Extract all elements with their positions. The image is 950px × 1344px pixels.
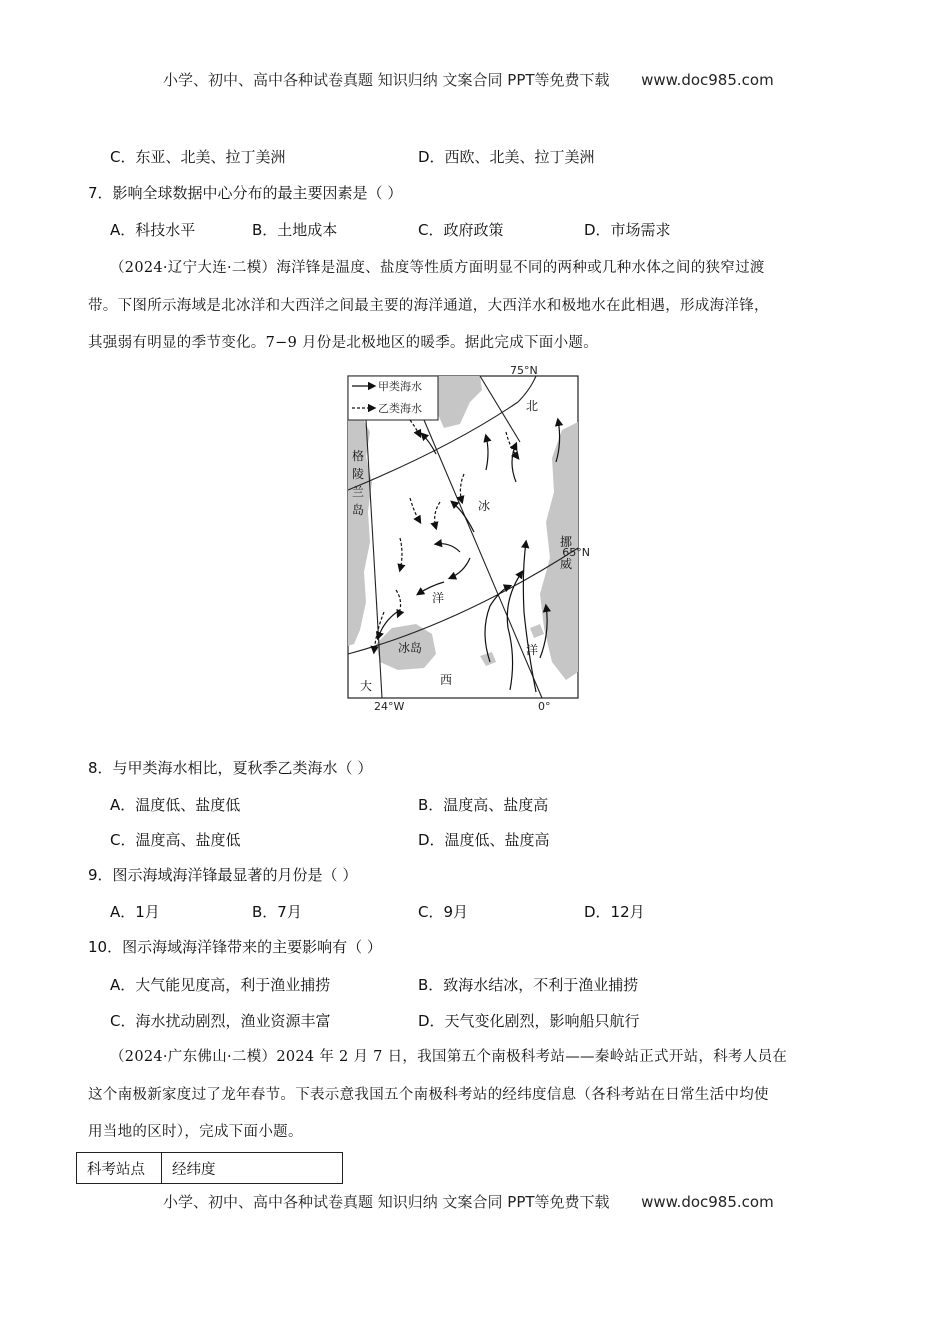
- legend-label-b: 乙类海水: [378, 402, 422, 415]
- ocean-char-yang: 洋: [432, 591, 445, 605]
- ocean-char-bei: 北: [526, 399, 539, 413]
- q9-option-b: B．7月: [252, 903, 302, 921]
- q9-stem: 9．图示海域海洋锋最显著的月份是（ ）: [88, 866, 358, 884]
- q9-option-c: C．9月: [418, 903, 469, 921]
- iceland-label: 冰岛: [398, 641, 423, 655]
- station-table: [76, 1152, 343, 1184]
- q6-option-d: D．西欧、北美、拉丁美洲: [418, 148, 595, 166]
- passage2-line1: （2024·广东佛山·二模）2024 年 2 月 7 日，我国第五个南极科考站——秦岭站正式开站，科考人员在: [110, 1049, 788, 1065]
- q7-stem: 7．影响全球数据中心分布的最主要因素是（ ）: [88, 184, 403, 202]
- page-header: [163, 69, 774, 90]
- ocean-front-map: [340, 362, 590, 712]
- greenland-char-3: 兰: [352, 485, 365, 499]
- ocean-char-bing: 冰: [478, 499, 491, 513]
- passage1-line3: 其强弱有明显的季节变化。7−9 月份是北极地区的暖季。据此完成下面小题。: [88, 335, 599, 351]
- passage1-line1: （2024·辽宁大连·二模）海洋锋是温度、盐度等性质方面明显不同的两种或几种水体之间的狭窄过渡: [110, 260, 765, 276]
- passage1-line2: 带。下图所示海域是北冰洋和大西洋之间最主要的海洋通道，大西洋水和极地水在此相遇，形成海洋锋，: [88, 298, 769, 314]
- q8-stem: 8．与甲类海水相比，夏秋季乙类海水（ ）: [88, 759, 373, 777]
- q10-option-b: B．致海水结冰，不利于渔业捕捞: [418, 976, 639, 994]
- ocean-char-da: 大: [360, 679, 373, 693]
- ocean-char-xi: 西: [440, 673, 453, 687]
- q8-option-c: C．温度高、盐度低: [110, 831, 241, 849]
- lon-0-label: 0°: [538, 700, 551, 712]
- q10-option-c: C．海水扰动剧烈，渔业资源丰富: [110, 1012, 331, 1030]
- greenland-char-2: 陵: [352, 467, 365, 481]
- greenland-char-4: 岛: [352, 503, 365, 517]
- header-url[interactable]: www.doc985.com: [641, 71, 774, 89]
- q9-option-a: A．1月: [110, 903, 160, 921]
- q6-option-c: C．东亚、北美、拉丁美洲: [110, 148, 286, 166]
- q10-option-a: A．大气能见度高，利于渔业捕捞: [110, 976, 331, 994]
- q8-option-d: D．温度低、盐度高: [418, 831, 550, 849]
- q8-option-b: B．温度高、盐度高: [418, 796, 549, 814]
- norway-char-2: 威: [560, 557, 573, 571]
- greenland-char-1: 格: [352, 449, 365, 463]
- passage2-line2: 这个南极新家度过了龙年春节。下表示意我国五个南极科考站的经纬度信息（各科考站在日常生活中均使: [88, 1087, 769, 1103]
- q8-option-a: A．温度低、盐度低: [110, 796, 241, 814]
- table-row: [77, 1153, 343, 1184]
- q10-option-d: D．天气变化剧烈，影响船只航行: [418, 1012, 640, 1030]
- table-header-coordinates: 经纬度: [162, 1153, 343, 1184]
- q10-stem: 10．图示海域海洋锋带来的主要影响有（ ）: [88, 938, 382, 956]
- lon-24w-label: 24°W: [374, 700, 405, 712]
- passage2-line3: 用当地的区时），完成下面小题。: [88, 1124, 303, 1140]
- header-text: 小学、初中、高中各种试卷真题 知识归纳 文案合同 PPT等免费下载: [163, 71, 610, 89]
- ocean-char-yang2: 洋: [526, 643, 539, 657]
- page-footer: [163, 1191, 774, 1212]
- lat-65-label: 65°N: [562, 546, 590, 559]
- norway-char-1: 挪: [560, 535, 573, 549]
- q7-option-d: D．市场需求: [584, 221, 671, 239]
- q7-option-b: B．土地成本: [252, 221, 338, 239]
- footer-url[interactable]: www.doc985.com: [641, 1193, 774, 1211]
- footer-text: 小学、初中、高中各种试卷真题 知识归纳 文案合同 PPT等免费下载: [163, 1193, 610, 1211]
- q9-option-d: D．12月: [584, 903, 645, 921]
- table-header-station: 科考站点: [77, 1153, 162, 1184]
- lat-75-label: 75°N: [510, 364, 538, 377]
- q7-option-a: A．科技水平: [110, 221, 196, 239]
- legend-label-a: 甲类海水: [378, 380, 422, 393]
- q7-option-c: C．政府政策: [418, 221, 504, 239]
